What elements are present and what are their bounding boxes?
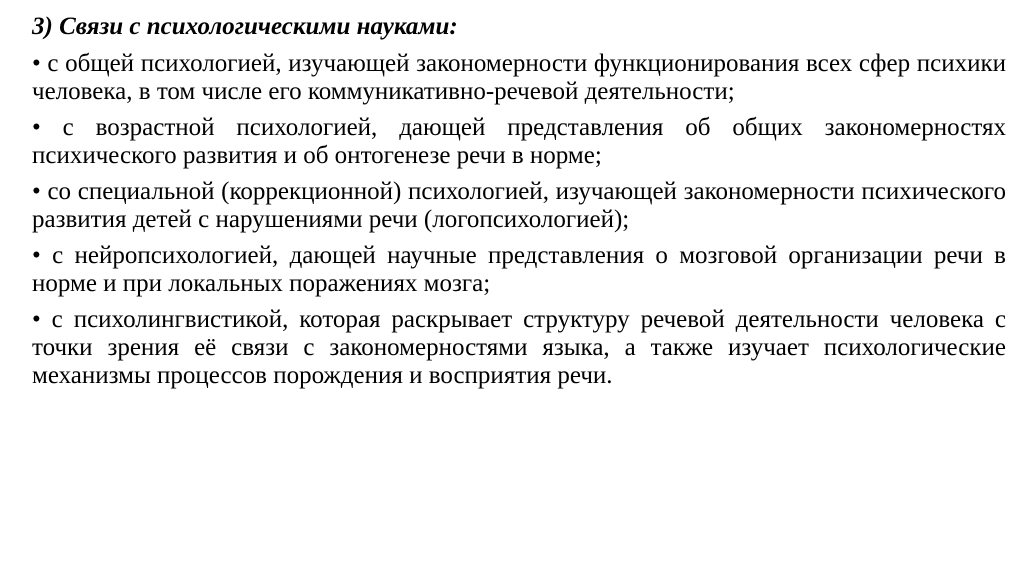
- bullet-item-developmental-psychology: • с возрастной психологией, дающей представления об общих закономерностях психического развития и об онтогенезе речи в норме;: [32, 114, 1006, 169]
- bullet-item-neuropsychology: • с нейропсихологией, дающей научные представления о мозговой организации речи в норме и при локальных поражениях мозга;: [32, 242, 1006, 297]
- bullet-item-general-psychology: • с общей психологией, изучающей закономерности функционирования всех сфер психики человека, в том числе его коммуникативно-речевой деятельности;: [32, 50, 1006, 105]
- bullet-item-special-psychology: • со специальной (коррекционной) психологией, изучающей закономерности психического развития детей с нарушениями речи (логопсихологией);: [32, 178, 1006, 233]
- slide-content: [32, 12, 1006, 398]
- bullet-item-psycholinguistics: • с психолингвистикой, которая раскрывает структуру речевой деятельности человека с точки зрения её связи с закономерностями языка, а также изучает психологические механизмы процессов порождения и восприятия речи.: [32, 306, 1006, 389]
- slide-title: 3) Связи с психологическими науками:: [32, 13, 458, 40]
